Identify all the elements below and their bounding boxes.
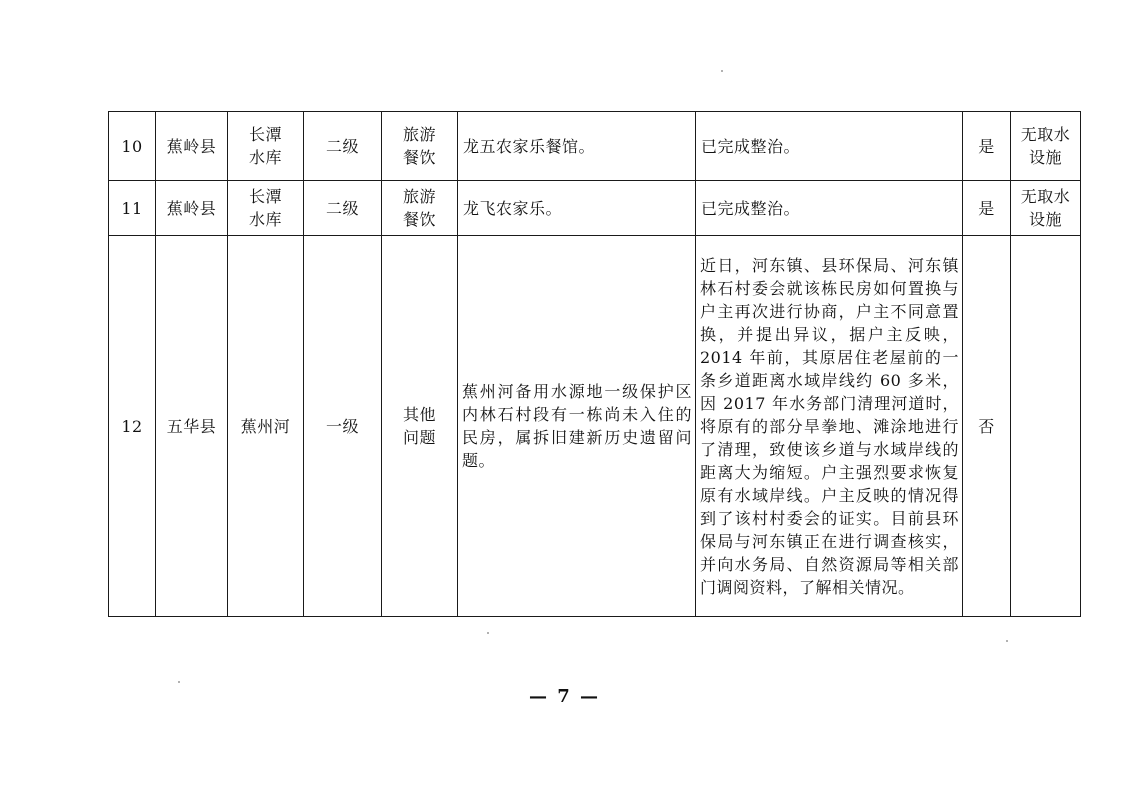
rectification-progress-cell: 近日，河东镇、县环保局、河东镇林石村委会就该栋民房如何置换与户主再次进行协商，户主不同意置换，并提出异议，据户主反映，2014 年前，其原居住老屋前的一条乡道距离水域岸线约 60 多米，因 2017 年水务部门清理河道时，将原有的部分旱拳地、滩涂地进行了清理，致使该乡道与水域岸线的距离大为缩短。户主强烈要求恢复原有水域岸线。户主反映的情况得到了该村村委会的证实。目前县环保局与河东镇正在进行调查核实，并向水务局、自然资源局等相关部门调阅资料，了解相关情况。: [696, 236, 963, 617]
table-row: [109, 112, 1081, 181]
county-cell: 蕉岭县: [156, 112, 228, 181]
protection-level-cell: 二级: [304, 112, 382, 181]
page-number-text: — 7 —: [528, 686, 601, 707]
remark-cell: 无取水 设施: [1011, 181, 1081, 236]
problem-description-cell: 龙五农家乐餐馆。: [458, 112, 696, 181]
problem-description-cell: 蕉州河备用水源地一级保护区内林石村段有一栋尚未入住的民房，属拆旧建新历史遗留问题。: [458, 236, 696, 617]
row-number: 12: [109, 236, 156, 617]
table-row: [109, 181, 1081, 236]
remark-cell: [1011, 236, 1081, 617]
row-number: 11: [109, 181, 156, 236]
water-source-cell: 蕉州河: [228, 236, 304, 617]
scan-speck: [721, 70, 723, 72]
protection-level-cell: 一级: [304, 236, 382, 617]
row-number: 10: [109, 112, 156, 181]
protection-level-cell: 二级: [304, 181, 382, 236]
completed-cell: 是: [963, 112, 1011, 181]
water-source-cell: 长潭 水库: [228, 112, 304, 181]
rectification-table: [108, 111, 1081, 617]
scan-speck: [178, 681, 180, 683]
problem-category-cell: 旅游 餐饮: [382, 112, 458, 181]
page-number: [0, 686, 1129, 707]
county-cell: 五华县: [156, 236, 228, 617]
rectification-progress-cell: 已完成整治。: [696, 181, 963, 236]
water-source-cell: 长潭 水库: [228, 181, 304, 236]
completed-cell: 是: [963, 181, 1011, 236]
problem-description-cell: 龙飞农家乐。: [458, 181, 696, 236]
scan-speck: [487, 632, 489, 634]
problem-category-cell: 其他 问题: [382, 236, 458, 617]
rectification-table-sheet: [108, 111, 1080, 617]
completed-cell: 否: [963, 236, 1011, 617]
county-cell: 蕉岭县: [156, 181, 228, 236]
table-row: [109, 236, 1081, 617]
problem-category-cell: 旅游 餐饮: [382, 181, 458, 236]
remark-cell: 无取水 设施: [1011, 112, 1081, 181]
scan-speck: [1006, 640, 1008, 642]
rectification-progress-cell: 已完成整治。: [696, 112, 963, 181]
